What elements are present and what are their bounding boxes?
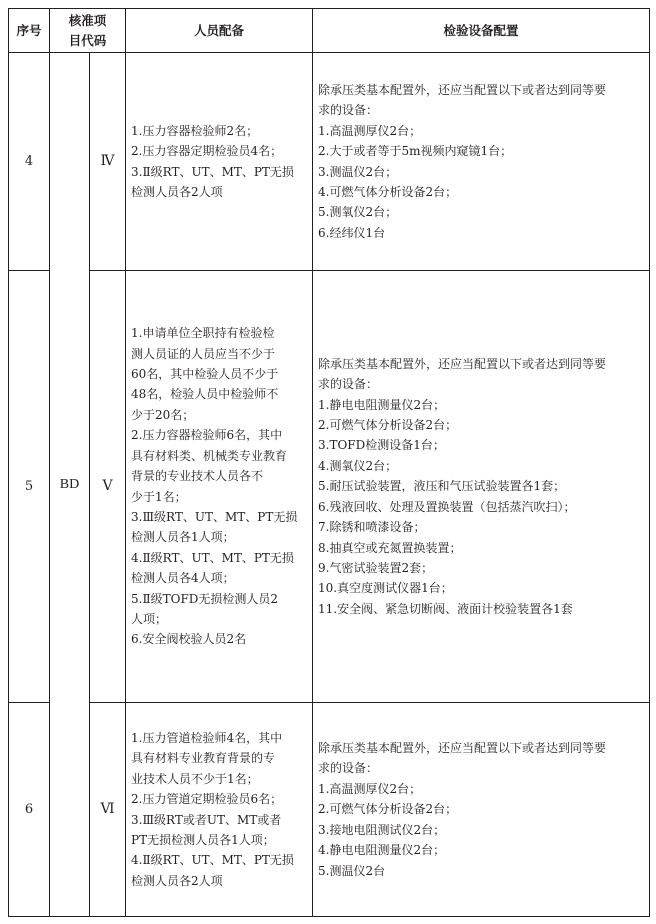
- equipment-cell: [313, 271, 650, 703]
- equipment-line: 6.经纬仪1台: [318, 225, 386, 240]
- personnel-line: 2.压力容器检验师6名，其中: [131, 428, 283, 443]
- personnel-line: 检测人员各2人项: [131, 873, 223, 888]
- personnel-line: 2.压力管道定期检验员6名；: [131, 792, 283, 807]
- equipment-line: 5.测温仪2台: [318, 863, 386, 878]
- row-level: Ⅴ: [90, 271, 126, 703]
- personnel-line: 3.Ⅲ级RT或者UT、MT或者: [131, 812, 282, 827]
- personnel-line: 检测人员各1人项；: [131, 530, 235, 545]
- personnel-line: 业技术人员不少于1名；: [131, 771, 259, 786]
- row-seq: 6: [9, 703, 50, 917]
- equipment-line: 求的设备：: [318, 761, 379, 776]
- personnel-line: 检测人员各2人项: [131, 184, 223, 199]
- equipment-line: 4.静电电阻测量仪2台；: [318, 843, 446, 858]
- personnel-line: 6.安全阀校验人员2名: [131, 632, 247, 647]
- row-seq: 5: [9, 271, 50, 703]
- personnel-line: 1.压力管道检验师4名，其中: [131, 730, 283, 745]
- equipment-line: 2.可燃气体分析设备2台；: [318, 418, 458, 433]
- inspection-requirements-table: [8, 8, 650, 917]
- table-row: [9, 703, 650, 917]
- personnel-line: 1.申请单位全职持有检验检: [131, 326, 275, 341]
- personnel-line: 1.压力容器检验师2名；: [131, 123, 259, 138]
- equipment-line: 3.接地电阻测试仪2台；: [318, 822, 446, 837]
- personnel-line: 测人员证的人员应当不少于: [131, 346, 276, 361]
- equipment-line: 除承压类基本配置外，还应当配置以下或者达到同等要: [318, 82, 607, 97]
- personnel-line: 4.Ⅱ级RT、UT、MT、PT无损: [131, 550, 294, 565]
- equipment-line: 8.抽真空或充氮置换装置；: [318, 540, 462, 555]
- personnel-line: 4.Ⅱ级RT、UT、MT、PT无损: [131, 853, 294, 868]
- table-row: [9, 53, 650, 271]
- personnel-line: 2.压力容器定期检验员4名；: [131, 144, 283, 159]
- personnel-cell: [126, 271, 313, 703]
- header-personnel: 人员配备: [126, 9, 313, 53]
- header-row: [9, 9, 650, 53]
- equipment-line: 1.静电电阻测量仪2台；: [318, 397, 446, 412]
- header-equipment: 检验设备配置: [313, 9, 650, 53]
- table-row: [9, 271, 650, 703]
- personnel-line: 具有材料类、机械类专业教育: [131, 448, 288, 463]
- header-code: [50, 9, 126, 53]
- equipment-line: 求的设备：: [318, 103, 379, 118]
- equipment-line: 4.测氧仪2台；: [318, 458, 398, 473]
- row-level: Ⅵ: [90, 703, 126, 917]
- equipment-line: 4.可燃气体分析设备2台；: [318, 184, 458, 199]
- personnel-cell: [126, 703, 313, 917]
- personnel-line: 60名，其中检验人员不少于: [131, 367, 279, 382]
- equipment-line: 5.耐压试验装置，液压和气压试验装置各1套；: [318, 479, 566, 494]
- personnel-line: 具有材料专业教育背景的专: [131, 751, 276, 766]
- personnel-line: PT无损检测人员各1人项；: [131, 832, 275, 847]
- equipment-line: 6.残液回收、处理及置换装置（包括蒸汽吹扫）；: [318, 499, 576, 514]
- equipment-cell: [313, 703, 650, 917]
- personnel-line: 少于20名；: [131, 407, 195, 422]
- equipment-cell: [313, 53, 650, 271]
- equipment-line: 9.气密试验装置2套；: [318, 560, 434, 575]
- personnel-line: 5.Ⅱ级TOFD无损检测人员2: [131, 591, 279, 606]
- personnel-cell: [126, 53, 313, 271]
- row-level: Ⅳ: [90, 53, 126, 271]
- personnel-line: 检测人员各4人项；: [131, 571, 235, 586]
- equipment-line: 11.安全阀、紧急切断阀、液面计校验装置各1套: [318, 601, 573, 616]
- equipment-line: 除承压类基本配置外，还应当配置以下或者达到同等要: [318, 356, 607, 371]
- equipment-line: 5.测氧仪2台；: [318, 205, 398, 220]
- equipment-line: 2.大于或者等于5m视频内窥镜1台；: [318, 144, 513, 159]
- personnel-line: 3.Ⅱ级RT、UT、MT、PT无损: [131, 164, 294, 179]
- personnel-line: 人项；: [131, 611, 168, 626]
- row-seq: 4: [9, 53, 50, 271]
- equipment-line: 1.高温测厚仪2台；: [318, 781, 422, 796]
- equipment-line: 3.测温仪2台；: [318, 164, 398, 179]
- equipment-line: 3.TOFD检测设备1台；: [318, 438, 445, 453]
- equipment-line: 1.高温测厚仪2台；: [318, 123, 422, 138]
- personnel-line: 48名，检验人员中检验师不: [131, 387, 279, 402]
- equipment-line: 求的设备：: [318, 377, 379, 392]
- personnel-line: 少于1名；: [131, 489, 187, 504]
- header-code-line1: 核准项: [68, 12, 107, 28]
- equipment-line: 10.真空度测试仪器1台；: [318, 581, 453, 596]
- equipment-line: 2.可燃气体分析设备2台；: [318, 802, 458, 817]
- personnel-line: 背景的专业技术人员各不: [131, 469, 264, 484]
- header-seq: 序号: [9, 9, 50, 53]
- equipment-line: 除承压类基本配置外，还应当配置以下或者达到同等要: [318, 741, 607, 756]
- personnel-line: 3.Ⅲ级RT、UT、MT、PT无损: [131, 509, 298, 524]
- equipment-line: 7.除锈和喷漆设备；: [318, 520, 426, 535]
- header-code-line2: 目代码: [68, 32, 107, 48]
- category-code: BD: [50, 53, 90, 917]
